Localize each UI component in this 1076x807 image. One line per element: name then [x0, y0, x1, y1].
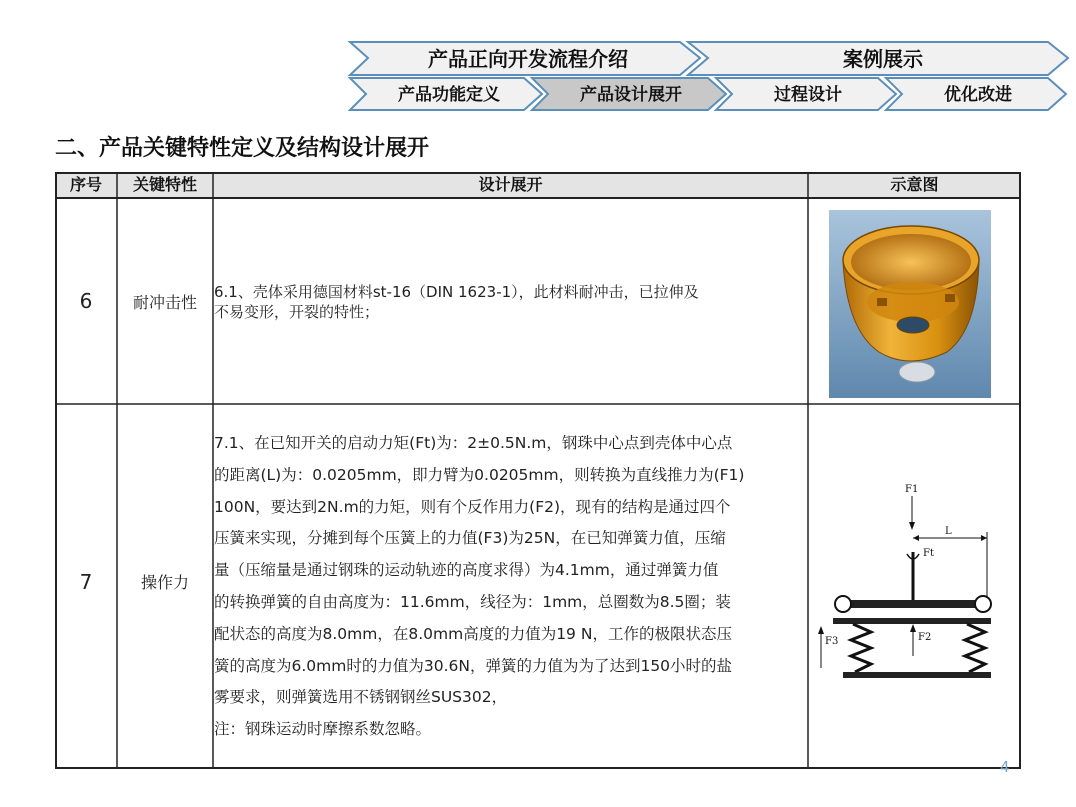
nav-top-label-2[interactable]: 案例展示 [843, 47, 923, 71]
row7-feature: 操作力 [140, 573, 189, 592]
row7-design-line: 的转换弹簧的自由高度为：11.6mm，线径为：1mm，总圈数为8.5圈；装 [214, 592, 731, 611]
row6-design [214, 282, 804, 322]
row6-no: 6 [79, 289, 93, 313]
header-no: 序号 [69, 175, 102, 194]
label-l: L [945, 526, 952, 537]
nav-bottom-label-2[interactable]: 产品设计展开 [580, 85, 682, 105]
row7-design-line: 雾要求，则弹簧选用不锈钢钢丝SUS302， [214, 688, 508, 707]
key-characteristics-table [55, 172, 1021, 769]
row7-design-line: 的距离(L)为：0.0205mm，即力臂为0.0205mm，则转换为直线推力为(F1) [214, 465, 745, 484]
nav-bottom-label-4[interactable]: 优化改进 [944, 85, 1012, 105]
row6-feature: 耐冲击性 [132, 292, 197, 312]
nav-bottom-label-3[interactable]: 过程设计 [774, 85, 842, 105]
spring-force-diagram [815, 472, 1005, 702]
row7-design-line: 注：钢珠运动时摩擦系数忽略。 [214, 720, 432, 739]
header-design: 设计展开 [478, 175, 543, 194]
label-f3: F3 [825, 636, 839, 647]
header-feature: 关键特性 [132, 175, 197, 194]
row7-design-line: 簧的高度为6.0mm时的力值为30.6N，弹簧的力值为为了达到150小时的盐 [214, 656, 733, 675]
row7-design-line: 100N，要达到2N.m的力矩，则有个反作用力(F2)，现有的结构是通过四个 [214, 497, 731, 516]
row7-design-line: 配状态的高度为8.0mm，在8.0mm高度的力值为19 N，工作的极限状态压 [214, 624, 732, 643]
label-f2: F2 [918, 632, 932, 643]
label-ft: Ft [923, 548, 934, 559]
row7-design-line: 压簧来实现，分摊到每个压簧上的力值(F3)为25N，在已知弹簧力值，压缩 [214, 529, 726, 548]
row7-design-line: 7.1、在已知开关的启动力矩(Ft)为：2±0.5N.m，钢珠中心点到壳体中心点 [214, 434, 733, 452]
nav-bottom-label-1[interactable]: 产品功能定义 [398, 85, 500, 105]
row7-no: 7 [79, 569, 93, 594]
process-breadcrumb [348, 40, 1070, 112]
cup-housing-photo [829, 210, 991, 398]
header-figure: 示意图 [890, 175, 939, 194]
row6-design-line: 6.1、壳体采用德国材料st-16（DIN 1623-1），此材料耐冲击，已拉伸及 [214, 283, 699, 301]
row6-design-line: 不易变形，开裂的特性； [214, 303, 380, 321]
section-title: 二、产品关键特性定义及结构设计展开 [55, 136, 430, 161]
row7-design [214, 428, 804, 746]
label-f1: F1 [905, 484, 919, 495]
row7-design-line: 量（压缩量是通过钢珠的运动轨迹的高度求得）为4.1mm，通过弹簧力值 [214, 561, 719, 580]
nav-top-label-1[interactable]: 产品正向开发流程介绍 [428, 47, 628, 71]
page-number: 4 [1000, 758, 1010, 776]
